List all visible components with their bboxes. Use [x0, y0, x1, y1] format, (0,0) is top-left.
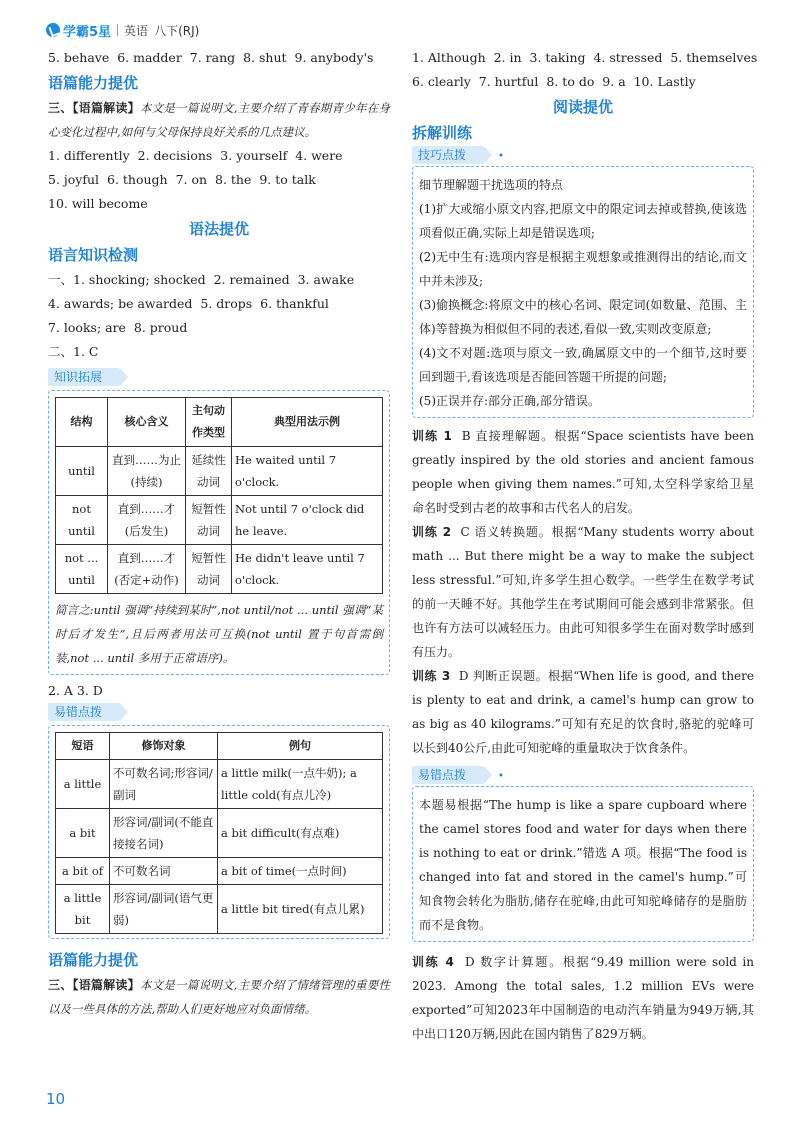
error-box	[48, 725, 390, 939]
answer-item: 1. differently	[48, 148, 130, 163]
table-row	[56, 858, 383, 885]
answer-item: 7. hurtful	[478, 74, 539, 89]
answer-line	[412, 70, 754, 94]
skill-item: (1)扩大或缩小原文内容,把原文中的限定词去掉或替换,使该选项看似正确,实际上却是错误选项;	[419, 202, 747, 240]
answer-line	[48, 292, 390, 316]
answer-item: 7. rang	[189, 50, 236, 65]
training-label: 训练 4	[412, 955, 454, 969]
page-number: 10	[46, 1090, 66, 1108]
skill-item: (4)文不对题:选项与原文一致,确属原文中的一个细节,这时要回到题干,看该选项是否能回答题干所提的问题;	[419, 346, 747, 384]
intro-label: 三、【语篇解读】	[48, 978, 140, 992]
passage-intro	[48, 96, 390, 144]
section-heading-reading: 阅读提优	[552, 98, 613, 116]
answer-line	[48, 168, 390, 192]
table-cell: 直到……为止(持续)	[108, 447, 186, 496]
answer-item: 一、1. shocking; shocked	[48, 272, 206, 287]
answer-item: 6. thankful	[260, 296, 329, 311]
little-bit-table	[55, 732, 383, 934]
answer-item: 9. anybody's	[294, 50, 374, 65]
answer-item: 3. yourself	[220, 148, 288, 163]
training-text: C 语义转换题。根据“Many students worry about math ... But there might be a way to make the subject less stressful.”可知,许多学生担心数学。一些学生在数学考试的前一天睡不好。其他学生在考试期间可能会感到非常紧张。但也许有方法可以减轻压力。由此可知很多学生在面对数学时感到有压力。	[412, 525, 755, 659]
tag-row	[48, 703, 390, 721]
answer-item: 6. madder	[117, 50, 182, 65]
answer-item: 8. the	[215, 172, 252, 187]
training-answer	[412, 664, 754, 760]
training-answer	[412, 520, 754, 664]
answer-item: 5. drops	[200, 296, 253, 311]
table-cell: a bit of	[56, 858, 110, 885]
table-row	[56, 885, 383, 934]
header-grade: 八下(RJ)	[154, 23, 200, 38]
answer-item: 5. behave	[48, 50, 110, 65]
table-cell: not ... until	[56, 545, 108, 594]
answer-item: 3. awake	[297, 272, 355, 287]
answer-item: 5. joyful	[48, 172, 100, 187]
table-cell: 短暂性动词	[186, 496, 232, 545]
tag-row	[412, 766, 754, 784]
answer-item: 3. taking	[529, 50, 586, 65]
table-header: 主句动作类型	[186, 398, 232, 447]
training-label: 训练 3	[412, 669, 451, 683]
section-heading-grammar: 语法提优	[188, 220, 249, 238]
intro-label: 三、【语篇解读】	[48, 101, 140, 115]
training-text: D 数字计算题。根据“9.49 million were sold in 2023. Among the total sales, 1.2 million EVs were exported”可知2023年中国制造的电动汽车销量为949万辆,其中出口120万辆,因此在国内销售了829万辆。	[412, 955, 755, 1041]
table-row	[56, 760, 383, 809]
dots-icon: •	[498, 151, 505, 162]
answer-item: 4. were	[295, 148, 343, 163]
knowledge-box	[48, 390, 390, 675]
tag-row	[412, 146, 754, 164]
tag-row	[48, 368, 390, 386]
table-cell: a bit of time(一点时间)	[218, 858, 383, 885]
table-header: 结构	[56, 398, 108, 447]
page-header	[46, 20, 199, 40]
skill-item: (2)无中生有:选项内容是根据主观想象或推测得出的结论,而文中并未涉及;	[419, 250, 747, 288]
answer-item: 9. to talk	[259, 172, 316, 187]
section-heading: 语篇能力提优	[48, 951, 139, 969]
answer-item: 7. looks; are	[48, 320, 126, 335]
answer-item: 8. proud	[133, 320, 188, 335]
table-cell: a little bit	[56, 885, 110, 934]
table-cell: a bit difficult(有点难)	[218, 809, 383, 858]
intro-text: 本文是一篇说明文,主要介绍了青春期青少年在身心变化过程中,如何与父母保持良好关系的几点建议。	[48, 101, 390, 139]
table-cell: He waited until 7 o'clock.	[232, 447, 383, 496]
training-label: 训练 1	[412, 429, 452, 443]
answer-line	[48, 268, 390, 292]
table-cell: 不可数名词	[110, 858, 218, 885]
answer-line: 10. will become	[48, 196, 148, 211]
answer-item: 1. Although	[412, 50, 486, 65]
training-text: D 判断正误题。根据“When life is good, and there is plenty to eat and drink, a camel's hump can grow to as big as 40 kilograms.”可知有充足的饮食时,骆驼的驼峰可以长到40公斤,由此可知驼峰的重量取决于饮食条件。	[412, 669, 754, 755]
answer-line: 2. A 3. D	[48, 683, 103, 698]
table-row	[56, 447, 383, 496]
tag-knowledge: 知识拓展	[48, 368, 120, 386]
answer-line: 二、1. C	[48, 344, 99, 359]
training-text: B 直接理解题。根据“Space scientists have been greatly inspired by the old stories and ancient famous people when giving them names.”可知,太空科学家给卫星命名时受到古老的故事和古代名人的启发。	[412, 429, 754, 515]
tag-error: 易错点拨	[48, 703, 120, 721]
training-label: 训练 2	[412, 525, 452, 539]
table-header: 短语	[56, 733, 110, 760]
table-cell: 延续性动词	[186, 447, 232, 496]
table-cell: a little milk(一点牛奶); a little cold(有点儿冷)	[218, 760, 383, 809]
answer-line	[48, 316, 390, 340]
dots-icon: •	[498, 771, 505, 782]
answer-item: 4. awards; be awarded	[48, 296, 193, 311]
training-answer	[412, 950, 754, 1046]
brand-logo	[46, 21, 111, 40]
answer-item: 5. themselves	[670, 50, 758, 65]
skill-box	[412, 166, 754, 418]
table-cell: not until	[56, 496, 108, 545]
table-row	[56, 496, 383, 545]
answer-line	[412, 46, 758, 70]
table-cell: a little bit tired(有点儿累)	[218, 885, 383, 934]
table-cell: Not until 7 o'clock did he leave.	[232, 496, 383, 545]
left-column	[48, 46, 390, 1021]
answer-line	[48, 46, 390, 70]
table-header: 例句	[218, 733, 383, 760]
table-cell: 直到……才(后发生)	[108, 496, 186, 545]
header-divider	[117, 24, 118, 36]
table-cell: a little	[56, 760, 110, 809]
table-cell: 形容词/副词(不能直接接名词)	[110, 809, 218, 858]
table-row	[56, 545, 383, 594]
table-header: 修饰对象	[110, 733, 218, 760]
skill-item: (5)正误并存:部分正确,部分错误。	[419, 394, 600, 408]
table-cell: 短暂性动词	[186, 545, 232, 594]
answer-item: 6. though	[107, 172, 168, 187]
skill-item: (3)偷换概念:将原文中的核心名词、限定词(如数量、范围、主体)等替换为相似但不同的表述,看似一致,实则改变原意;	[419, 298, 747, 336]
answer-item: 2. decisions	[137, 148, 213, 163]
answer-item: 4. stressed	[593, 50, 663, 65]
passage-intro	[48, 973, 390, 1021]
error-box	[412, 786, 754, 942]
tag-skill: 技巧点拨	[412, 146, 484, 164]
brand-name: 学霸5星	[63, 24, 112, 40]
tag-error: 易错点拨	[412, 766, 484, 784]
header-subject: 英语	[124, 23, 149, 38]
answer-item: 2. remained	[213, 272, 290, 287]
answer-item: 8. to do	[546, 74, 595, 89]
table-cell: until	[56, 447, 108, 496]
table-cell: a bit	[56, 809, 110, 858]
answer-line	[48, 144, 390, 168]
skill-title: 细节理解题干扰选项的特点	[419, 178, 564, 192]
answer-item: 6. clearly	[412, 74, 471, 89]
table-header: 典型用法示例	[232, 398, 383, 447]
table-cell: 直到……才(否定+动作)	[108, 545, 186, 594]
answer-item: 10. Lastly	[633, 74, 696, 89]
table-note: 简言之:until 强调“持续到某时”,not until/not ... until 强调“某时后才发生”,且后两者用法可互换(not until 置于句首需倒装,not ... until 多用于正常语序)。	[55, 603, 383, 665]
table-cell: 不可数名词;形容词/副词	[110, 760, 218, 809]
training-answer	[412, 424, 754, 520]
answer-item: 2. in	[493, 50, 522, 65]
brand-mark-icon	[46, 23, 60, 37]
table-cell: He didn't leave until 7 o'clock.	[232, 545, 383, 594]
table-header: 核心含义	[108, 398, 186, 447]
until-table	[55, 397, 383, 594]
section-heading: 拆解训练	[412, 124, 473, 142]
right-column	[412, 46, 758, 1046]
error-note: 本题易根据“The hump is like a spare cupboard where the camel stores food and water for days when there is nothing to eat or drink.”错选 A 项。根据“The food is changed into fat and stored in the camel's hump.”可知食物会转化为脂肪,储存在驼峰,由此可知驼峰储存的是脂肪而不是食物。	[419, 798, 747, 932]
section-heading: 语篇能力提优	[48, 74, 139, 92]
intro-text: 本文是一篇说明文,主要介绍了情绪管理的重要性以及一些具体的方法,帮助人们更好地应对负面情绪。	[48, 978, 390, 1016]
answer-item: 8. shut	[243, 50, 287, 65]
section-heading: 语言知识检测	[48, 246, 139, 264]
answer-item: 7. on	[175, 172, 208, 187]
table-cell: 形容词/副词(语气更弱)	[110, 885, 218, 934]
table-row	[56, 809, 383, 858]
answer-item: 9. a	[602, 74, 626, 89]
